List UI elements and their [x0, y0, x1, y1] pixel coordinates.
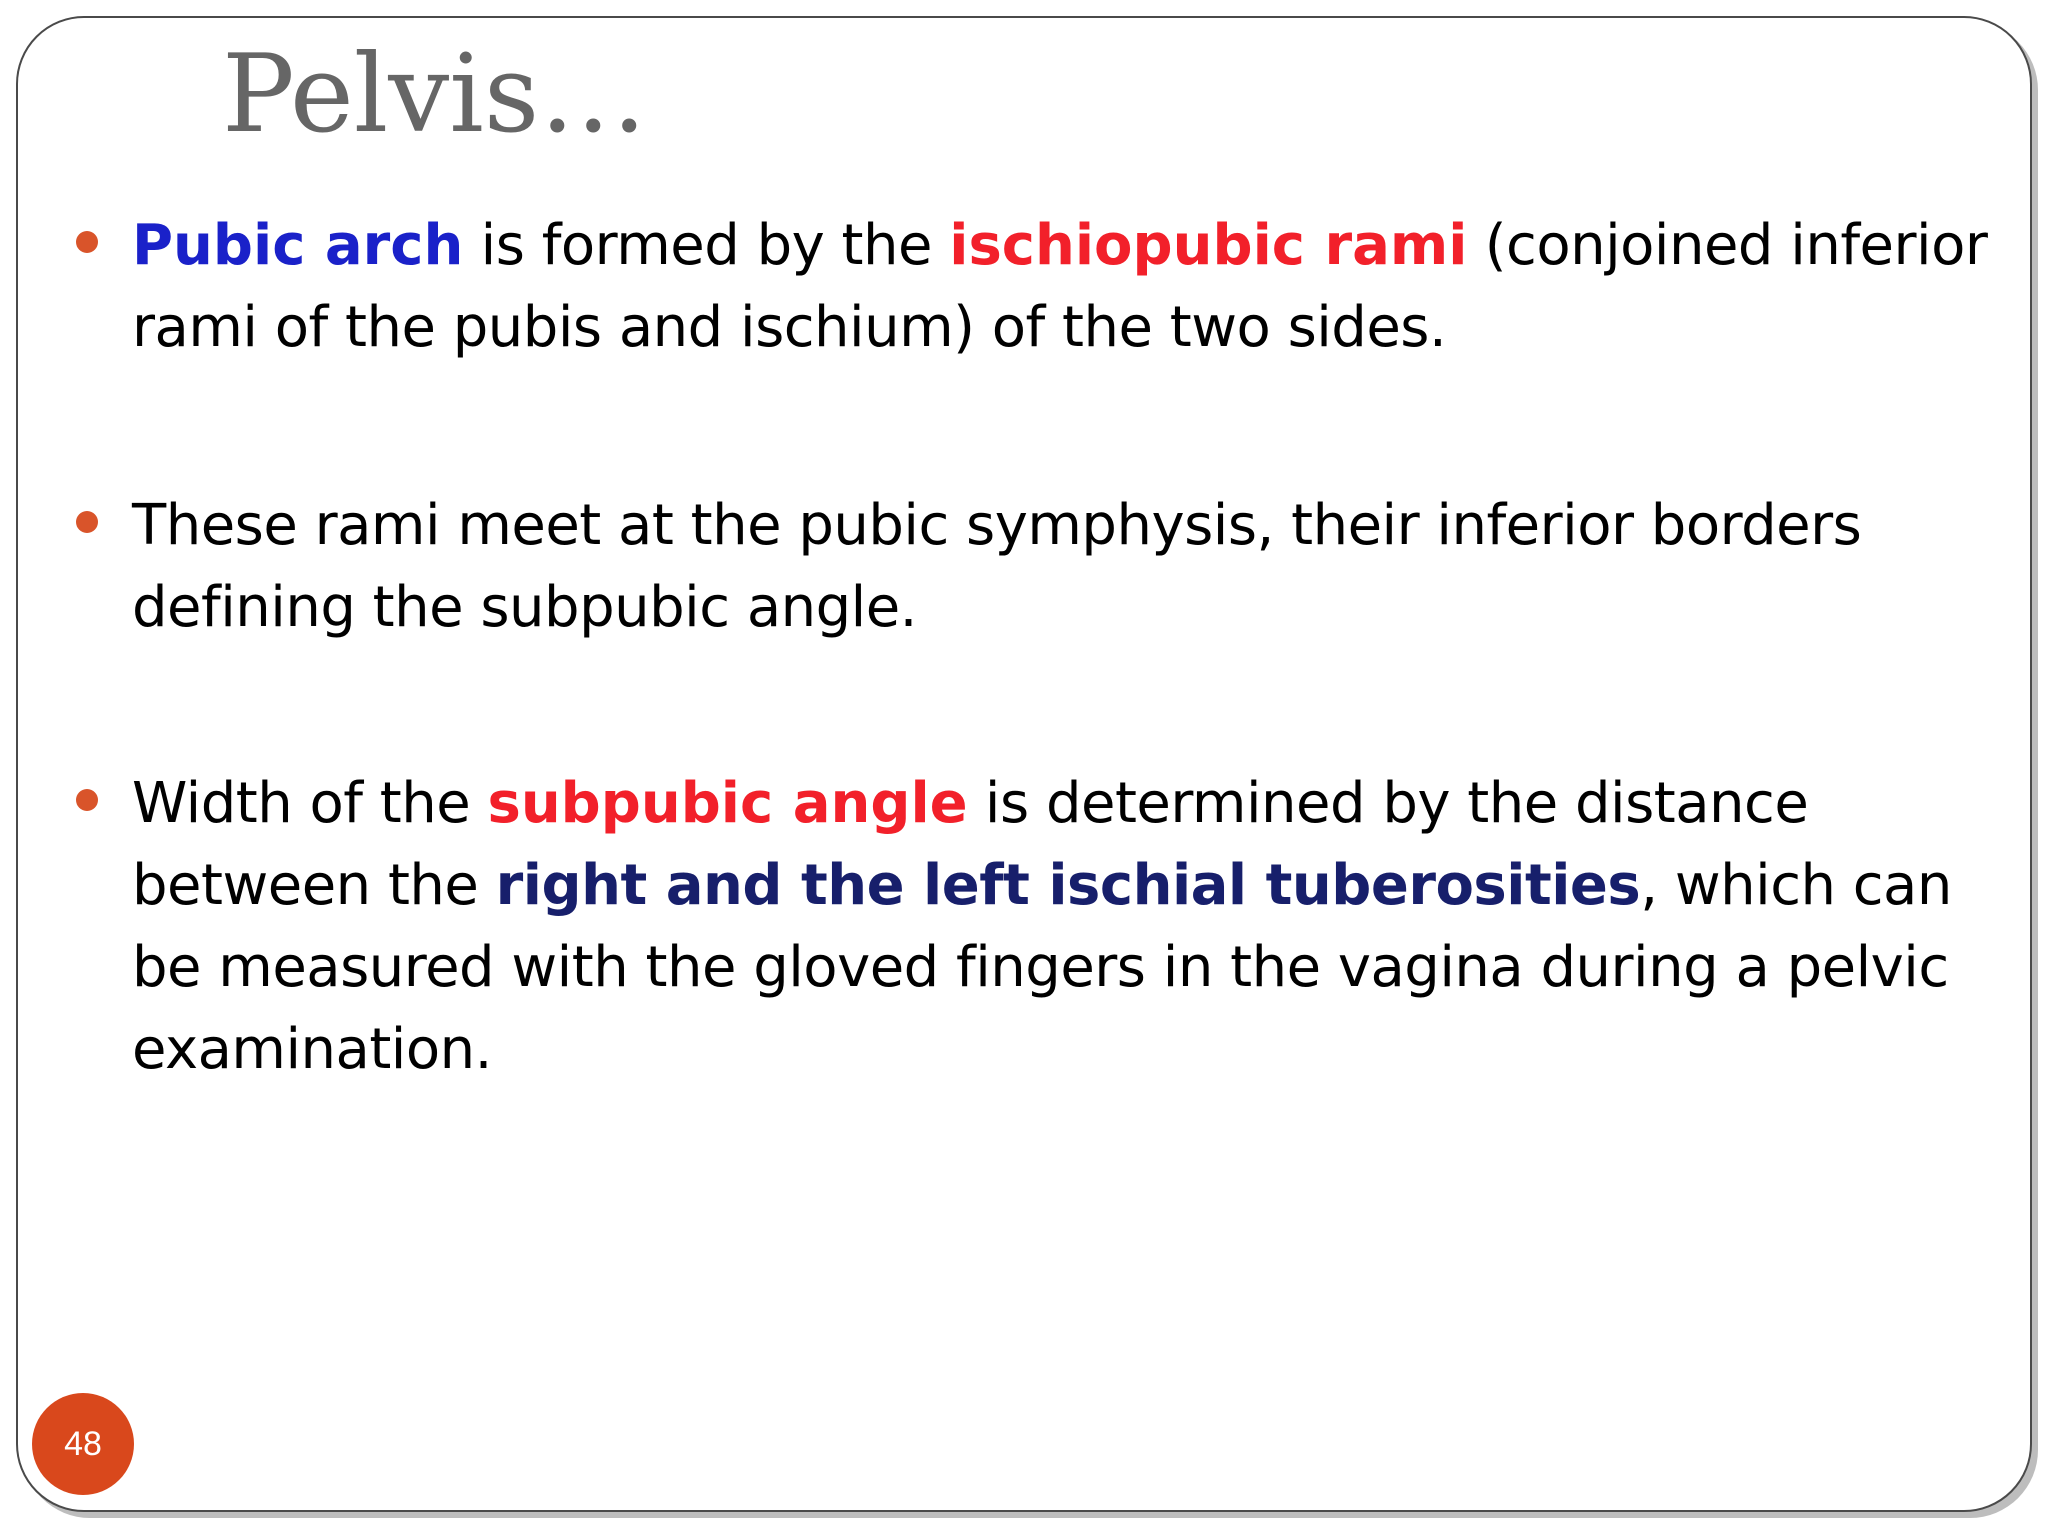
slide-title: Pelvis… — [222, 32, 648, 157]
term-pubic-arch: Pubic arch — [132, 213, 464, 278]
bullet-dot-icon — [76, 511, 98, 533]
bullet-dot-icon — [76, 789, 98, 811]
term-subpubic-angle: subpubic angle — [487, 771, 968, 836]
text-run: is formed by the — [463, 213, 950, 278]
bullet-text — [132, 763, 2012, 1091]
bullet-dot-icon — [76, 231, 98, 253]
text-run: These rami meet at the pubic symphysis, their inferior borders defining the subpubic angle. — [132, 493, 1862, 640]
term-ischiopubic-rami: ischiopubic rami — [949, 213, 1468, 278]
text-run: Width of the — [132, 771, 488, 836]
bullet-text — [132, 205, 2012, 369]
text-run: , which can be measured with the gloved fingers in the vagina during a pelvic examination. — [132, 853, 1952, 1082]
text-run: is determined by the distance between the — [132, 771, 1809, 918]
term-ischial-tuberosities: right and the left ischial tuberosities — [495, 853, 1641, 918]
bullet-text — [132, 485, 2012, 649]
text-run: (conjoined inferior rami of the pubis and ischium) of the two sides. — [132, 213, 1988, 360]
page-number-badge: 48 — [32, 1393, 134, 1495]
